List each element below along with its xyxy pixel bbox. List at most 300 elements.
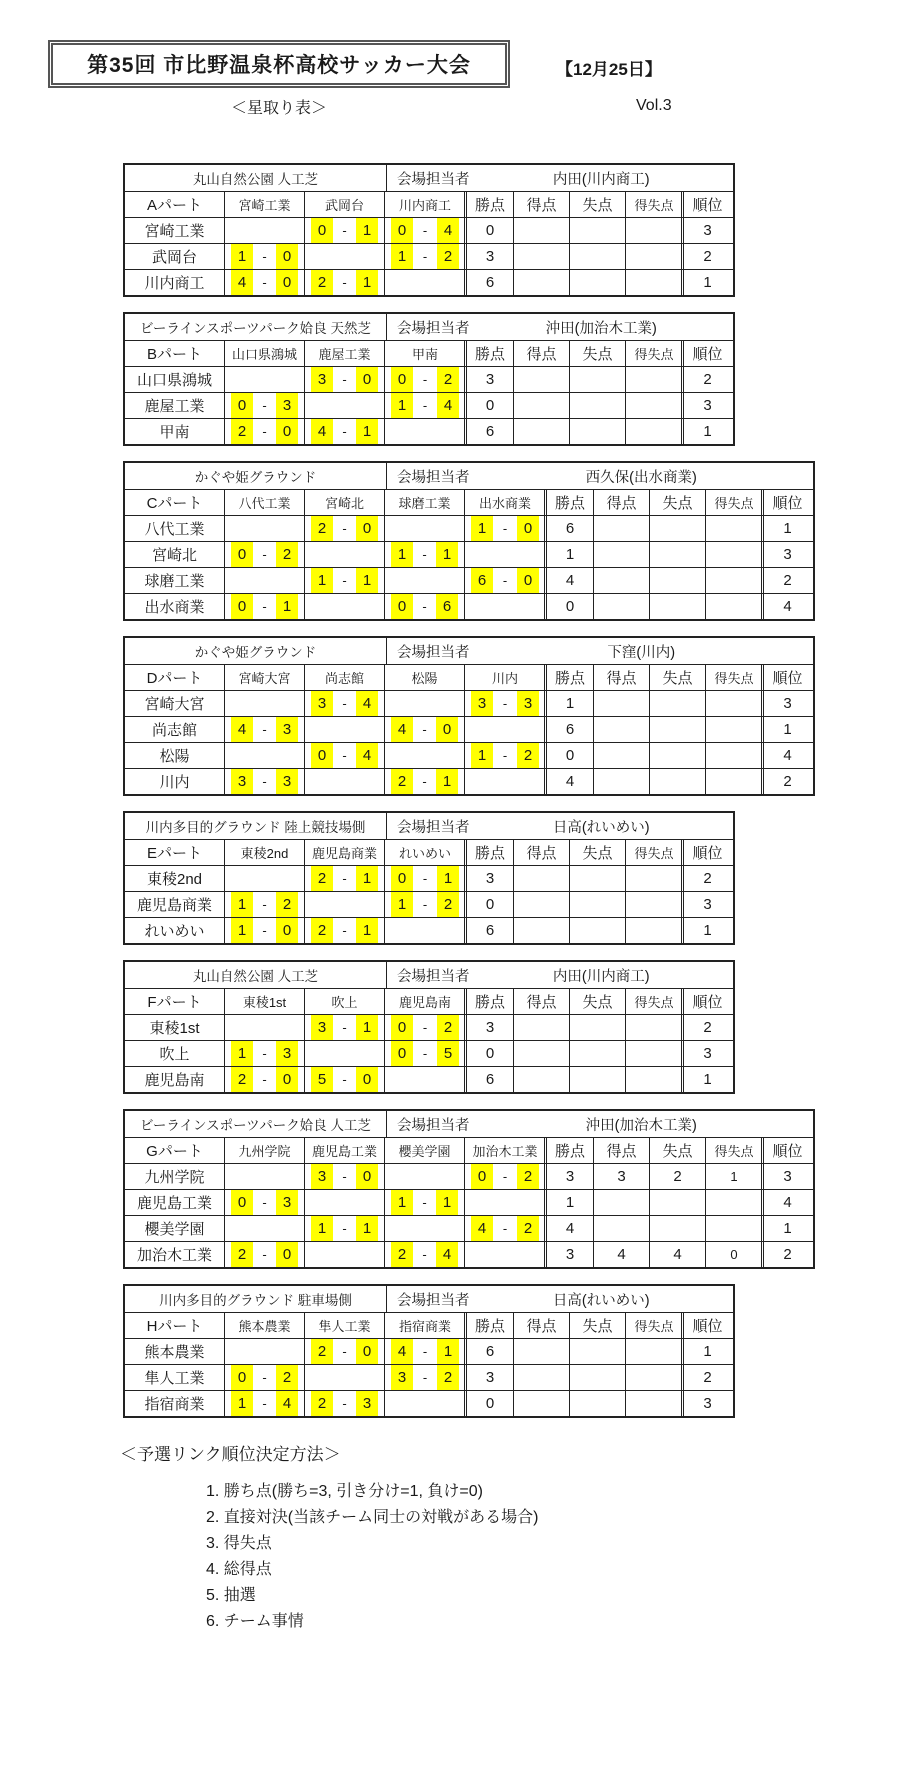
score-dash: -	[342, 1396, 347, 1411]
goal-diff-cell	[626, 1067, 682, 1092]
score-dash: -	[422, 722, 427, 737]
score-cell	[225, 1015, 305, 1040]
score-cell	[385, 568, 465, 593]
venue-manager-label: 会場担当者	[397, 171, 470, 188]
score-cell	[305, 1067, 385, 1092]
team-name-cell: 宮崎工業	[125, 218, 225, 243]
team-name-cell: 宮崎北	[125, 542, 225, 567]
ranking-rule-item: 6. チーム事情	[206, 1613, 304, 1630]
score-home: 1	[231, 244, 253, 269]
score-home: 1	[391, 1190, 413, 1215]
goal-diff-cell	[626, 866, 682, 891]
team-row	[125, 1040, 733, 1066]
score-home: 3	[311, 1015, 333, 1040]
score-away: 2	[517, 1164, 539, 1189]
standings-table-E	[123, 811, 735, 945]
score-dash: -	[342, 1344, 347, 1359]
score-away: 2	[276, 1365, 298, 1390]
venue-name-cell	[125, 463, 387, 489]
score-away: 0	[276, 1067, 298, 1092]
score-cell	[385, 218, 465, 243]
venue-row	[125, 813, 733, 839]
goal-diff-cell	[706, 568, 762, 593]
venue-name: 川内多目的グラウンド 陸上競技場側	[145, 820, 366, 835]
score-home: 4	[391, 1339, 413, 1364]
score-cell	[225, 1365, 305, 1390]
score-cell	[305, 1190, 385, 1215]
score-away: 1	[356, 866, 378, 891]
score-cell	[305, 691, 385, 716]
venue-manager-label: 会場担当者	[397, 968, 470, 985]
part-label-cell: Dパート	[125, 665, 225, 690]
score-cell	[385, 866, 465, 891]
points-cell: 0	[464, 1041, 514, 1066]
rank-cell: 3	[681, 393, 731, 418]
goals-against-header-cell: 失点	[650, 490, 706, 515]
opponent-header-cell: 鹿児島商業	[305, 840, 385, 865]
opponent-header-cell: 山口県鴻城	[225, 341, 305, 366]
score-dash: -	[422, 398, 428, 413]
score-dash: -	[262, 1247, 267, 1262]
team-name-cell: 出水商業	[125, 594, 225, 619]
score-dash: -	[502, 696, 508, 711]
score-away: 3	[276, 1190, 298, 1215]
score-dash: -	[342, 424, 347, 439]
score-cell	[385, 1015, 465, 1040]
points-cell: 0	[544, 743, 594, 768]
score-cell	[385, 717, 465, 742]
score-cell	[305, 594, 385, 619]
goal-diff-cell	[626, 419, 682, 444]
score-cell	[305, 769, 385, 794]
goals-for-cell	[514, 218, 570, 243]
score-cell	[225, 594, 305, 619]
goals-against-cell	[570, 918, 626, 943]
score-cell	[225, 516, 305, 541]
team-row	[125, 716, 813, 742]
goals-against-cell	[650, 691, 706, 716]
venue-manager-label: 会場担当者	[397, 1117, 470, 1134]
score-dash: -	[422, 372, 428, 387]
points-cell: 3	[464, 1365, 514, 1390]
score-cell	[385, 542, 465, 567]
venue-name-cell	[125, 165, 387, 191]
score-away: 0	[276, 244, 298, 269]
venue-row	[125, 463, 813, 489]
venue-manager-cell	[387, 463, 813, 489]
score-away: 0	[356, 367, 378, 392]
score-away: 3	[517, 691, 539, 716]
score-cell	[225, 743, 305, 768]
goals-for-cell	[514, 1391, 570, 1416]
points-header-cell: 勝点	[544, 490, 594, 515]
venue-name: 丸山自然公園 人工芝	[192, 969, 319, 984]
score-home: 4	[391, 717, 413, 742]
team-row	[125, 690, 813, 716]
goals-for-header-cell: 得点	[514, 840, 570, 865]
goal-diff-cell	[626, 218, 682, 243]
rank-cell: 2	[681, 244, 731, 269]
score-cell	[385, 691, 465, 716]
score-away: 2	[437, 1015, 459, 1040]
points-cell: 3	[464, 367, 514, 392]
score-home: 0	[231, 542, 253, 567]
score-dash: -	[262, 722, 267, 737]
goal-diff-header-cell: 得失点	[634, 347, 674, 362]
rank-header-cell: 順位	[681, 192, 731, 217]
team-name-cell: 武岡台	[125, 244, 225, 269]
rank-cell: 1	[681, 1339, 731, 1364]
score-away: 3	[276, 769, 298, 794]
venue-row	[125, 1111, 813, 1137]
score-cell	[465, 568, 545, 593]
goal-diff-cell	[626, 918, 682, 943]
score-cell	[465, 1190, 545, 1215]
score-home: 0	[231, 393, 253, 418]
score-home: 0	[391, 1015, 413, 1040]
goal-diff-cell	[706, 743, 762, 768]
goal-diff-header-cell: 得失点	[634, 198, 674, 213]
team-name-cell: 指宿商業	[125, 1391, 225, 1416]
score-dash: -	[342, 223, 347, 238]
score-home: 2	[391, 1242, 413, 1267]
score-cell	[225, 691, 305, 716]
team-row	[125, 1014, 733, 1040]
score-dash: -	[422, 1370, 428, 1385]
team-row	[125, 593, 813, 619]
score-cell	[305, 218, 385, 243]
part-label-cell: Eパート	[125, 840, 225, 865]
opponent-header-cell: 東稜2nd	[225, 840, 305, 865]
rank-header-cell: 順位	[681, 840, 731, 865]
goals-against-cell	[650, 717, 706, 742]
points-cell: 6	[464, 918, 514, 943]
score-dash: -	[422, 1247, 427, 1262]
rank-cell: 1	[761, 717, 811, 742]
goal-diff-cell: 1	[730, 1169, 738, 1184]
opponent-header-cell: 東稜1st	[225, 989, 305, 1014]
team-row	[125, 392, 733, 418]
score-away: 1	[436, 1190, 458, 1215]
score-dash: -	[262, 1195, 267, 1210]
score-cell	[385, 892, 465, 917]
score-dash: -	[342, 1221, 347, 1236]
rank-cell: 1	[681, 419, 731, 444]
goals-for-cell	[514, 1015, 570, 1040]
goals-for-header-cell: 得点	[594, 665, 650, 690]
team-name-cell: 九州学院	[125, 1164, 225, 1189]
score-away: 0	[356, 1067, 378, 1092]
score-dash: -	[342, 573, 347, 588]
score-cell	[385, 270, 465, 295]
team-name-cell: 鹿児島南	[125, 1067, 225, 1092]
goals-for-cell: 3	[594, 1164, 650, 1189]
team-row	[125, 891, 733, 917]
goal-diff-header-cell: 得失点	[714, 496, 754, 511]
score-home: 2	[231, 1242, 253, 1267]
venue-manager-name: 日高(れいめい)	[552, 1292, 650, 1309]
team-row	[125, 418, 733, 444]
goals-for-cell	[514, 244, 570, 269]
goals-for-header-cell: 得点	[514, 192, 570, 217]
team-row	[125, 243, 733, 269]
opponent-header-cell: 松陽	[385, 665, 465, 690]
venue-manager-label: 会場担当者	[397, 644, 470, 661]
score-away: 2	[517, 743, 539, 768]
opponent-header-cell: れいめい	[398, 846, 451, 861]
score-away: 0	[436, 717, 458, 742]
goal-diff-cell	[706, 1216, 762, 1241]
venue-manager-cell	[387, 1286, 733, 1312]
goal-diff-cell	[706, 769, 762, 794]
score-dash: -	[262, 398, 267, 413]
team-name-cell: 尚志館	[125, 717, 225, 742]
score-cell	[225, 1391, 305, 1416]
score-cell	[385, 1067, 465, 1092]
goals-for-header-cell: 得点	[514, 341, 570, 366]
rank-header-cell: 順位	[681, 1313, 731, 1338]
score-away: 0	[276, 918, 298, 943]
points-cell: 4	[544, 568, 594, 593]
team-name-cell: 鹿屋工業	[125, 393, 225, 418]
venue-manager-name: 沖田(加治木工業)	[545, 320, 657, 337]
part-label-cell: Gパート	[125, 1138, 225, 1163]
score-home: 2	[311, 1339, 333, 1364]
points-cell: 6	[544, 717, 594, 742]
score-cell	[465, 691, 545, 716]
rank-cell: 1	[681, 918, 731, 943]
opponent-header-cell: 櫻美学園	[385, 1138, 465, 1163]
score-cell	[305, 717, 385, 742]
standings-table-D	[123, 636, 815, 796]
score-dash: -	[502, 1169, 508, 1184]
score-cell	[225, 270, 305, 295]
goal-diff-cell	[706, 542, 762, 567]
score-away: 0	[356, 1339, 378, 1364]
goals-against-cell	[570, 270, 626, 295]
score-home: 6	[471, 568, 493, 593]
score-cell	[225, 393, 305, 418]
rank-cell: 2	[681, 866, 731, 891]
score-cell	[305, 419, 385, 444]
score-cell	[225, 1216, 305, 1241]
score-cell	[225, 918, 305, 943]
rank-cell: 2	[761, 1242, 811, 1267]
score-dash: -	[422, 599, 427, 614]
score-cell	[385, 1216, 465, 1241]
score-home: 3	[311, 691, 333, 716]
score-dash: -	[422, 223, 428, 238]
goals-against-cell	[650, 1190, 706, 1215]
score-away: 1	[276, 594, 298, 619]
score-dash: -	[502, 521, 508, 536]
goals-for-cell	[514, 918, 570, 943]
goal-diff-cell	[626, 1339, 682, 1364]
venue-manager-name: 沖田(加治木工業)	[585, 1117, 697, 1134]
score-away: 1	[437, 866, 459, 891]
score-away: 0	[276, 419, 298, 444]
standings-tables	[123, 163, 815, 1433]
points-cell: 3	[464, 1015, 514, 1040]
goals-against-cell	[570, 1041, 626, 1066]
points-cell: 0	[544, 594, 594, 619]
team-name-cell: 甲南	[125, 419, 225, 444]
score-home: 0	[391, 367, 413, 392]
score-dash: -	[342, 923, 347, 938]
venue-manager-cell	[387, 638, 813, 664]
team-row	[125, 1215, 813, 1241]
team-name-cell: 山口県鴻城	[125, 367, 225, 392]
score-dash: -	[342, 372, 347, 387]
team-row	[125, 917, 733, 943]
team-row	[125, 1189, 813, 1215]
score-away: 0	[276, 270, 298, 295]
opponent-header-cell: 川内商工	[398, 198, 451, 213]
part-label-cell: Cパート	[125, 490, 225, 515]
team-name-cell: 川内	[125, 769, 225, 794]
goals-against-cell	[650, 568, 706, 593]
score-away: 3	[276, 393, 298, 418]
points-header-cell: 勝点	[464, 1313, 514, 1338]
score-cell	[305, 568, 385, 593]
score-home: 3	[471, 691, 493, 716]
goals-against-header-cell: 失点	[570, 341, 626, 366]
rank-cell: 3	[681, 892, 731, 917]
points-cell: 4	[544, 769, 594, 794]
opponent-header-cell: 武岡台	[305, 192, 385, 217]
score-away: 2	[437, 367, 459, 392]
team-name-cell: 球磨工業	[125, 568, 225, 593]
footer	[120, 1440, 538, 1635]
score-cell	[305, 244, 385, 269]
venue-name: 丸山自然公園 人工芝	[192, 172, 319, 187]
venue-manager-label: 会場担当者	[397, 469, 470, 486]
score-away: 1	[356, 1015, 378, 1040]
rank-cell: 2	[681, 1365, 731, 1390]
score-dash: -	[262, 424, 267, 439]
part-label-cell: Hパート	[125, 1313, 225, 1338]
goals-against-cell	[570, 367, 626, 392]
rank-cell: 3	[761, 1164, 811, 1189]
score-away: 1	[436, 769, 458, 794]
score-cell	[305, 393, 385, 418]
team-name-cell: 東稜1st	[125, 1015, 225, 1040]
score-away: 0	[276, 1242, 298, 1267]
venue-name-cell	[125, 962, 387, 988]
score-home: 0	[391, 594, 413, 619]
points-cell: 0	[464, 218, 514, 243]
table-header-row	[125, 191, 733, 217]
opponent-header-cell: 加治木工業	[472, 1144, 538, 1159]
goals-against-cell: 2	[650, 1164, 706, 1189]
opponent-header-cell: 鹿屋工業	[305, 341, 385, 366]
score-home: 2	[231, 419, 253, 444]
rank-header-cell: 順位	[681, 341, 731, 366]
ranking-rule-item: 2. 直接対決(当該チーム同士の対戦がある場合)	[206, 1509, 539, 1526]
score-cell	[385, 393, 465, 418]
venue-name: かぐや姫グラウンド	[194, 645, 317, 660]
score-dash: -	[422, 547, 427, 562]
rank-header-cell: 順位	[761, 1138, 811, 1163]
goals-for-cell: 4	[594, 1242, 650, 1267]
score-cell	[385, 1041, 465, 1066]
rank-cell: 2	[681, 367, 731, 392]
score-cell	[305, 1164, 385, 1189]
goals-for-cell	[514, 892, 570, 917]
team-name-cell: 川内商工	[125, 270, 225, 295]
points-cell: 1	[544, 1190, 594, 1215]
opponent-header-cell: 川内	[491, 671, 518, 686]
score-cell	[225, 542, 305, 567]
goals-against-cell	[570, 1391, 626, 1416]
score-dash: -	[422, 871, 428, 886]
opponent-header-cell: 鹿児島南	[398, 995, 451, 1010]
score-away: 4	[437, 393, 459, 418]
score-cell	[385, 769, 465, 794]
score-dash: -	[262, 599, 267, 614]
score-dash: -	[342, 871, 347, 886]
goals-for-header-cell: 得点	[594, 1138, 650, 1163]
goals-against-cell	[570, 393, 626, 418]
score-cell	[465, 542, 545, 567]
venue-name: ビーラインスポーツパーク姶良 人工芝	[139, 1118, 372, 1133]
points-cell: 6	[544, 516, 594, 541]
score-away: 2	[276, 542, 298, 567]
score-away: 1	[437, 1339, 459, 1364]
points-cell: 4	[544, 1216, 594, 1241]
venue-manager-name: 下窪(川内)	[607, 644, 676, 661]
score-cell	[385, 1190, 465, 1215]
score-away: 2	[517, 1216, 539, 1241]
opponent-header-cell: 宮崎大宮	[225, 665, 305, 690]
team-name-cell: 鹿児島工業	[125, 1190, 225, 1215]
goals-against-cell	[570, 892, 626, 917]
part-label-cell: Fパート	[125, 989, 225, 1014]
score-home: 0	[311, 743, 333, 768]
tournament-title-box	[48, 40, 510, 88]
venue-manager-cell	[387, 1111, 813, 1137]
score-cell	[305, 270, 385, 295]
rank-cell: 1	[761, 516, 811, 541]
score-home: 1	[471, 516, 493, 541]
team-row	[125, 567, 813, 593]
points-cell: 3	[464, 866, 514, 891]
opponent-header-cell: 八代工業	[225, 490, 305, 515]
goals-against-cell	[650, 769, 706, 794]
points-header-cell: 勝点	[464, 192, 514, 217]
team-row	[125, 541, 813, 567]
goal-diff-cell	[626, 393, 682, 418]
score-cell	[305, 1216, 385, 1241]
points-header-cell: 勝点	[464, 840, 514, 865]
goal-diff-cell	[626, 1365, 682, 1390]
goals-against-header-cell: 失点	[570, 840, 626, 865]
points-cell: 1	[544, 542, 594, 567]
score-away: 6	[436, 594, 458, 619]
score-home: 4	[311, 419, 333, 444]
team-row	[125, 865, 733, 891]
score-cell	[465, 1164, 545, 1189]
score-away: 1	[356, 568, 378, 593]
team-row	[125, 1066, 733, 1092]
venue-manager-name: 内田(川内商工)	[552, 171, 650, 188]
score-cell	[225, 1339, 305, 1364]
score-home: 0	[391, 1041, 413, 1066]
score-home: 4	[471, 1216, 493, 1241]
score-home: 4	[231, 270, 253, 295]
rank-cell: 4	[761, 594, 811, 619]
goals-for-header-cell: 得点	[514, 1313, 570, 1338]
